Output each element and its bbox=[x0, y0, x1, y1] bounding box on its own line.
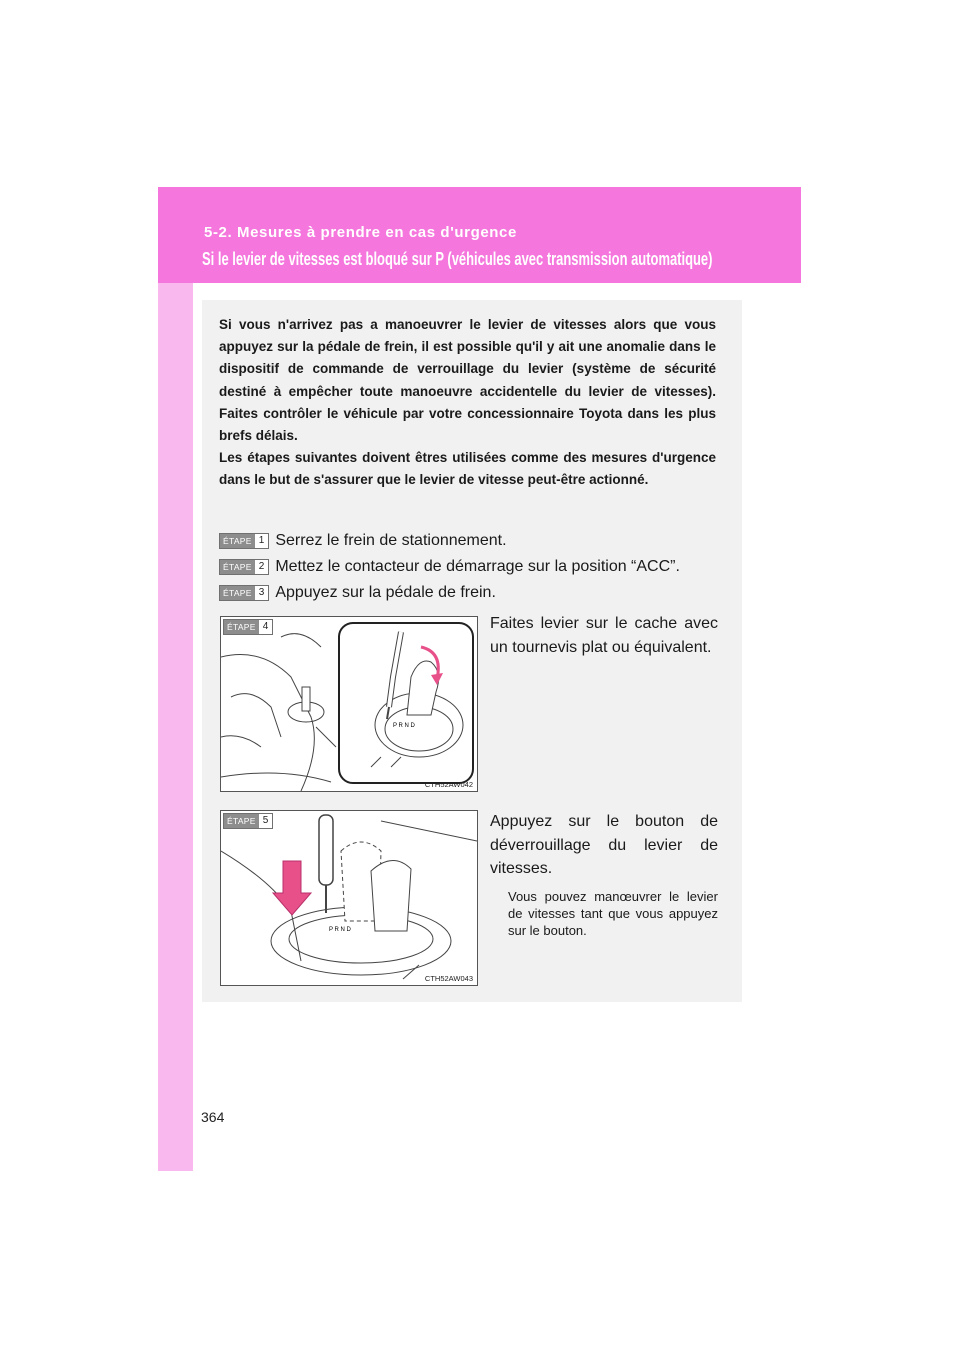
page-number: 364 bbox=[201, 1109, 225, 1125]
intro-paragraph-1: Si vous n'arrivez pas a manoeuvrer le levier de vitesses alors que vous appuyez sur la pédale de frein, il est possible qu'il y ait une anomalie dans le dispositif de commande de verrouillage du levier (système de sécurité destiné à empêcher toute manoeuvre accidentelle du levier de vitesses). Faites contrôler le véhicule par votre concessionnaire Toyota dans les plus brefs délais. bbox=[219, 317, 716, 444]
step-5-note: Vous pouvez manœuvrer le levier de vitesses tant que vous appuyez sur le bouton. bbox=[508, 889, 718, 938]
step-3 bbox=[219, 584, 496, 602]
intro-text bbox=[219, 314, 716, 492]
step-1 bbox=[219, 532, 507, 550]
page-title: Si le levier de vitesses est bloqué sur P (véhicules avec transmission automatique) bbox=[202, 249, 713, 269]
step-1-text: Serrez le frein de stationnement. bbox=[275, 532, 507, 549]
step-badge: ÉTAPE 5 bbox=[223, 813, 273, 829]
step-badge: ÉTAPE 4 bbox=[223, 619, 273, 635]
unlock-button-illustration bbox=[221, 811, 477, 985]
shift-lever-cover-illustration bbox=[221, 617, 477, 791]
step-badge: ÉTAPE 3 bbox=[219, 585, 269, 601]
svg-text:P R N D: P R N D bbox=[393, 723, 415, 729]
page-header bbox=[158, 187, 801, 283]
step-3-text: Appuyez sur la pédale de frein. bbox=[275, 584, 496, 601]
intro-paragraph-2: Les étapes suivantes doivent êtres utilisées comme des mesures d'urgence dans le but de s'assurer que le levier de vitesse peut-être actionné. bbox=[219, 450, 716, 488]
section-label: 5-2. Mesures à prendre en cas d'urgence bbox=[204, 224, 517, 241]
step-2 bbox=[219, 558, 680, 576]
step-4-figure bbox=[220, 616, 478, 792]
svg-text:P R N D: P R N D bbox=[329, 927, 351, 933]
step-2-text: Mettez le contacteur de démarrage sur la position “ACC”. bbox=[275, 558, 680, 575]
figure-code: CTH52AW042 bbox=[424, 780, 473, 789]
page-side-tab bbox=[158, 187, 193, 1171]
step-badge: ÉTAPE 1 bbox=[219, 533, 269, 549]
procedure-panel bbox=[202, 300, 742, 1002]
step-5-figure bbox=[220, 810, 478, 986]
step-badge: ÉTAPE 2 bbox=[219, 559, 269, 575]
step-5-text: Appuyez sur le bouton de déverrouillage du levier de vitesses. bbox=[490, 813, 718, 877]
step-4-text: Faites levier sur le cache avec un tournevis plat ou équivalent. bbox=[490, 615, 718, 656]
figure-code: CTH52AW043 bbox=[424, 974, 473, 983]
